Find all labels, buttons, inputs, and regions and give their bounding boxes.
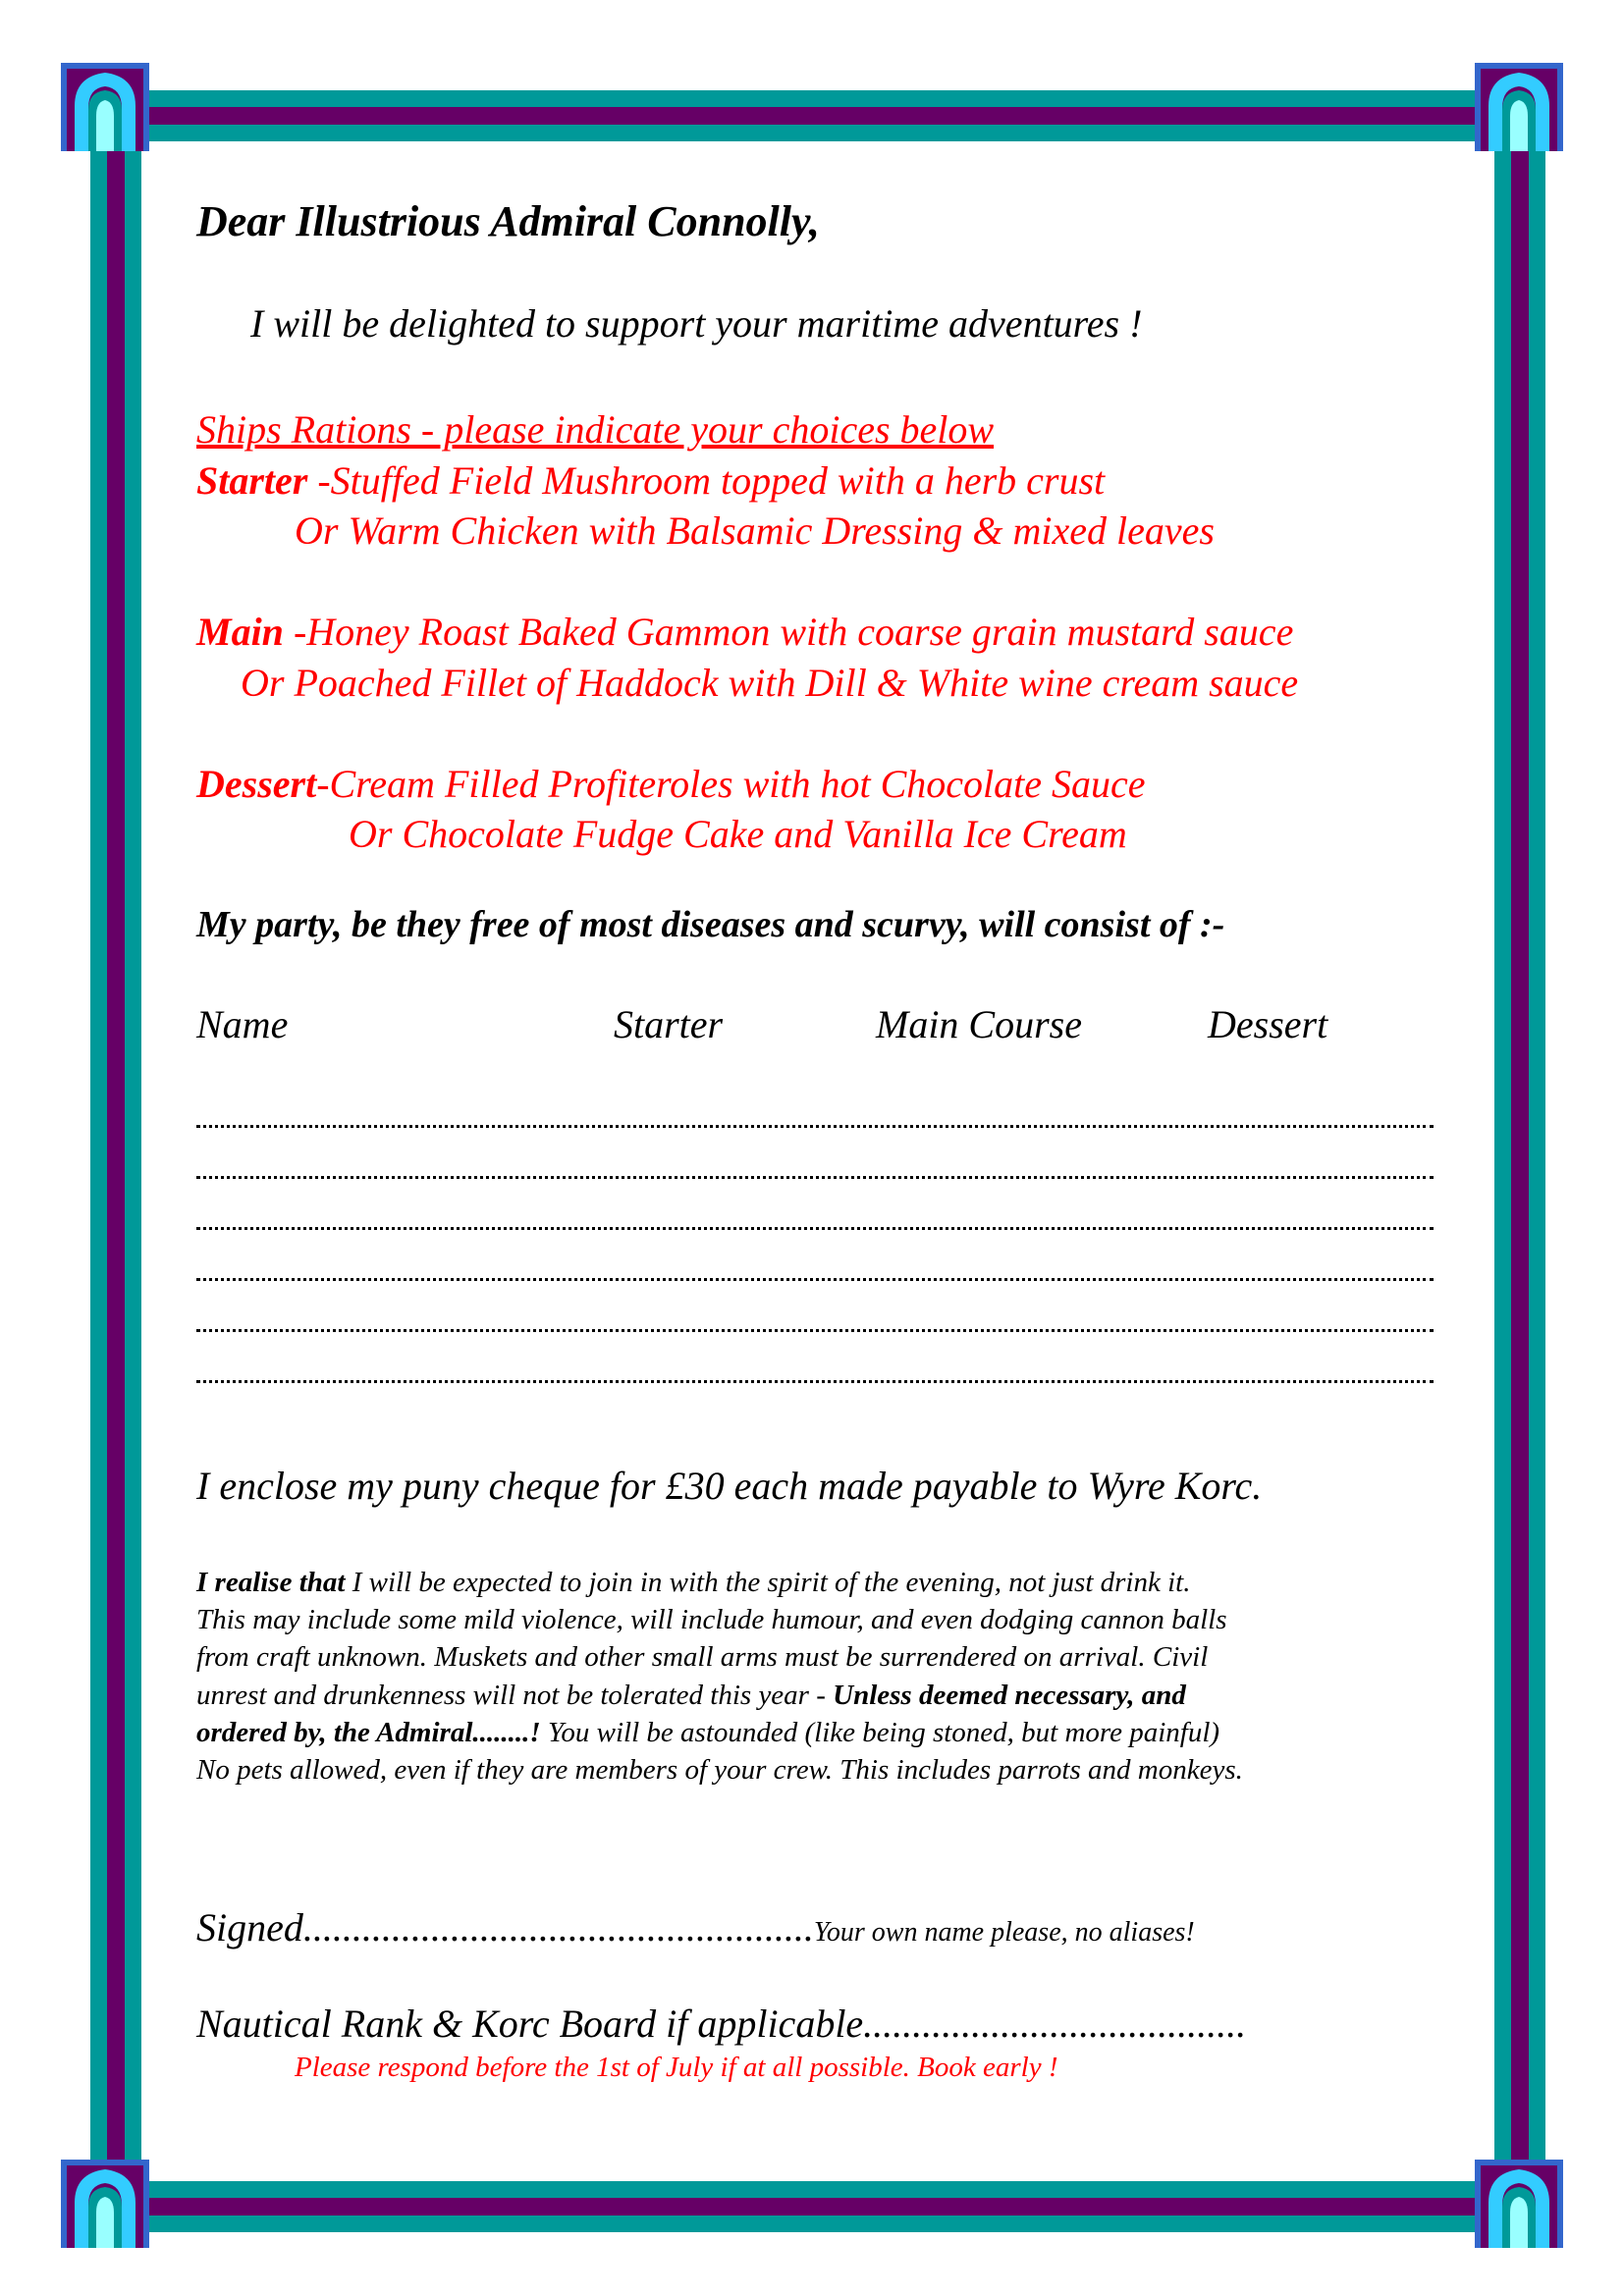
party-entry-lines [196, 1099, 1434, 1406]
terms-line-5-text: You will be astounded (like being stoned, but more painful) [540, 1716, 1220, 1748]
corner-ornament-top-right [1475, 63, 1563, 151]
starter-option-2: Or Warm Chicken with Balsamic Dressing & mixed leaves [295, 508, 1215, 553]
terms-line-4-text: unrest and drunkenness will not be tolerated this year - [196, 1679, 834, 1711]
party-entry-line[interactable] [196, 1150, 1434, 1179]
terms-line-2: This may include some mild violence, will include humour, and even dodging cannon balls [196, 1604, 1227, 1636]
terms-line-1 [196, 1564, 1443, 1601]
terms-paragraph [196, 1564, 1443, 1789]
signature-note: Your own name please, no aliases! [813, 1917, 1195, 1948]
border-bottom [98, 2181, 1526, 2232]
party-column-headers [196, 1001, 1434, 1050]
border-left [90, 98, 141, 2199]
corner-ornament-bottom-right [1475, 2160, 1563, 2248]
party-entry-line[interactable] [196, 1201, 1434, 1230]
main-option-2: Or Poached Fillet of Haddock with Dill & White wine cream sauce [241, 660, 1299, 705]
dessert-option-2: Or Chocolate Fudge Cake and Vanilla Ice Cream [349, 812, 1127, 856]
main-option-1 [196, 607, 1298, 658]
menu-section [196, 404, 1298, 860]
starter-option-1 [196, 455, 1298, 507]
rank-line[interactable]: Nautical Rank & Korc Board if applicable....................................... [196, 2002, 1247, 2046]
terms-line-3: from craft unknown. Muskets and other small arms must be surrendered on arrival. Civil [196, 1641, 1209, 1674]
terms-line-4 [196, 1677, 1443, 1714]
dessert-option-1-text: -Cream Filled Profiteroles with hot Chocolate Sauce [316, 761, 1146, 806]
terms-lead: I realise that [196, 1567, 346, 1598]
main-option-1-text: -Honey Roast Baked Gammon with coarse grain mustard sauce [283, 610, 1294, 654]
starter-label: Starter [196, 457, 308, 503]
column-main-course: Main Course [876, 1002, 1082, 1046]
signed-label: Signed.................................................... [196, 1905, 814, 1949]
column-starter: Starter [614, 1002, 724, 1046]
party-entry-line[interactable] [196, 1253, 1434, 1281]
signature-line[interactable] [196, 1904, 1195, 1950]
terms-line-4-bold: Unless deemed necessary, and [833, 1679, 1186, 1711]
party-entry-line[interactable] [196, 1099, 1434, 1128]
party-statement: My party, be they free of most diseases and scurvy, will consist of :- [196, 904, 1225, 945]
menu-heading: Ships Rations - please indicate your choices below [196, 407, 995, 452]
terms-line-1-text: I will be expected to join in with the spirit of the evening, not just drink it. [345, 1567, 1191, 1598]
main-label: Main [196, 610, 284, 654]
terms-line-5 [196, 1714, 1443, 1751]
border-top [98, 90, 1526, 141]
cheque-statement: I enclose my puny cheque for £30 each made payable to Wyre Korc. [196, 1464, 1263, 1508]
party-entry-line[interactable] [196, 1304, 1434, 1332]
terms-line-6: No pets allowed, even if they are members of your crew. This includes parrots and monkeys. [196, 1753, 1243, 1786]
column-dessert: Dessert [1208, 1002, 1328, 1046]
salutation: Dear Illustrious Admiral Connolly, [196, 197, 820, 245]
corner-ornament-bottom-left [61, 2160, 149, 2248]
dessert-option-1 [196, 759, 1298, 810]
intro-line: I will be delighted to support your maritime adventures ! [250, 301, 1143, 346]
dessert-label: Dessert [196, 761, 317, 806]
border-right [1494, 98, 1545, 2199]
corner-ornament-top-left [61, 63, 149, 151]
terms-line-5-bold: ordered by, the Admiral........! [196, 1716, 541, 1748]
column-name: Name [196, 1002, 289, 1046]
party-entry-line[interactable] [196, 1355, 1434, 1383]
starter-option-1-text: -Stuffed Field Mushroom topped with a herb crust [307, 457, 1106, 503]
deadline-note: Please respond before the 1st of July if at all possible. Book early ! [295, 2052, 1058, 2083]
